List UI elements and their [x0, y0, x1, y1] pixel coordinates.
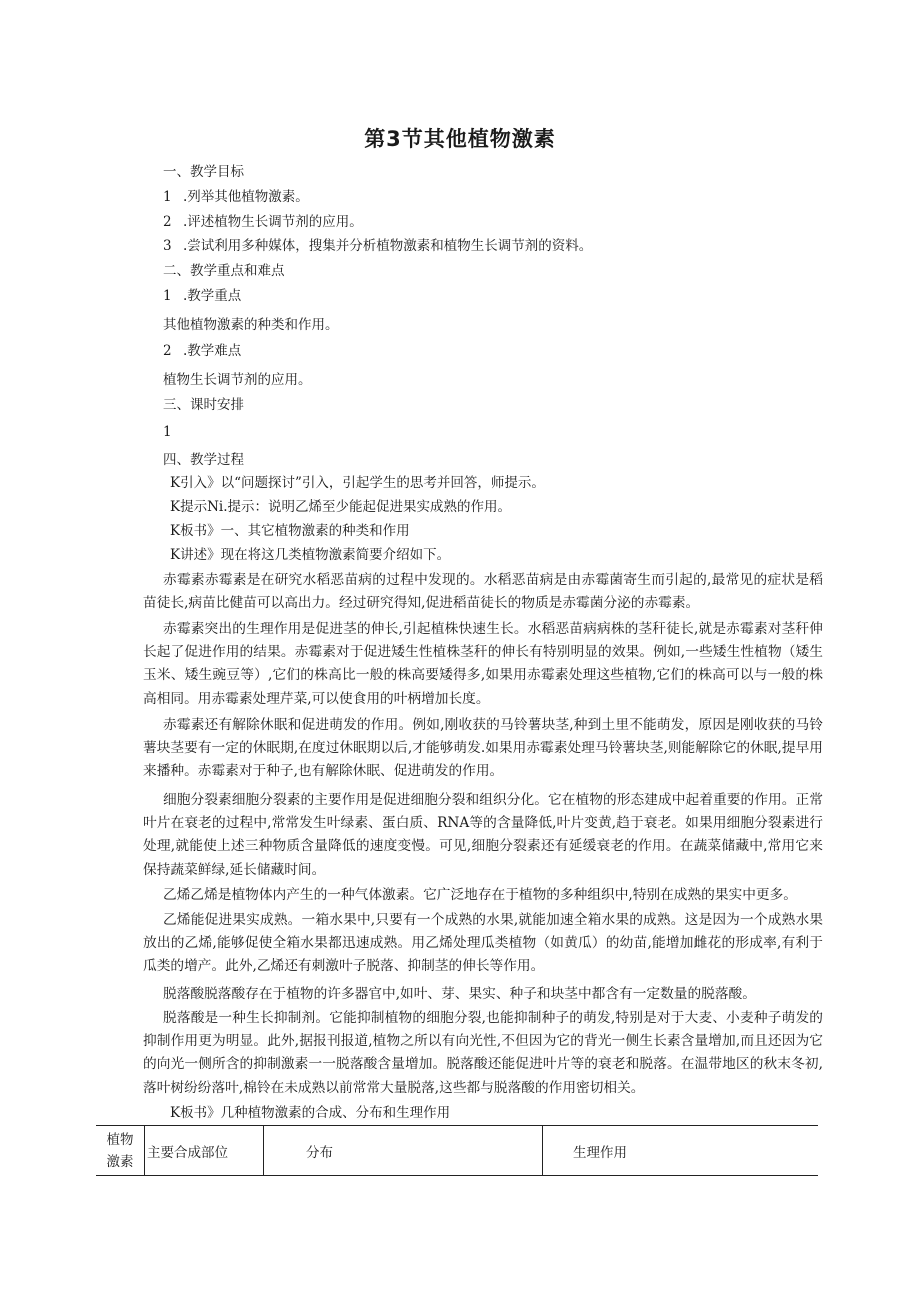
- subsection-heading: [163, 342, 241, 360]
- line-text: 植物生长调节剂的应用。: [163, 372, 312, 388]
- board-note: [170, 1104, 450, 1122]
- process-line: [170, 522, 410, 540]
- line-text: .教学重点: [183, 288, 242, 304]
- item-number: 3: [163, 238, 172, 254]
- body-line: [163, 316, 339, 334]
- line-text: .列举其他植物激素。: [183, 189, 309, 205]
- line-text: K提示Ni.提示：说明乙烯至少能起促进果实成熟的作用。: [170, 499, 512, 515]
- subsection-heading: [163, 287, 241, 305]
- item-number: 2: [163, 214, 172, 230]
- body-line: [163, 423, 172, 441]
- paragraph-ethylene-ripening: 乙烯能促进果实成熟。一箱水果中,只要有一个成熟的水果,就能加速全箱水果的成熟。这是因为一个成熟水果放出的乙烯,能够促使全箱水果都迅速成熟。用乙烯处理瓜类植物（如黄瓜）的幼苗,能增加雌花的形成率,有利于瓜类的增产。此外,乙烯还有刺激叶子脱落、抑制茎的伸长等作用。: [143, 912, 823, 975]
- section-heading: [163, 262, 285, 280]
- line-text: 1: [163, 424, 172, 440]
- document-title: 第3节其他植物激素: [364, 127, 556, 151]
- line-text: K板书》几种植物激素的合成、分布和生理作用: [170, 1105, 451, 1121]
- process-line: [170, 474, 545, 492]
- objective-item: [163, 237, 592, 255]
- item-number: 2: [163, 343, 172, 359]
- objective-item: [163, 213, 363, 231]
- line-text: .尝试利用多种媒体，搜集并分析植物激素和植物生长调节剂的资料。: [183, 238, 593, 254]
- paragraph-abscisic-acid-effects: 脱落酸是一种生长抑制剂。它能抑制植物的细胞分裂,也能抑制种子的萌发,特别是对于大麦、小麦种子萌发的抑制作用更为明显。此外,据报刊报道,植物之所以有向光性,不但因为它的背光一侧生长素含量增加,而且还因为它的向光一侧所含的抑制激素一一脱落酸含量增加。脱落酸还能促进叶片等的衰老和脱落。在温带地区的秋末冬初,落叶树纷纷落叶,棉铃在未成熟以前常常大量脱落,这些都与脱落酸的作用密切相关。: [143, 1010, 823, 1096]
- line-text: 其他植物激素的种类和作用。: [163, 317, 339, 333]
- section-heading: [163, 451, 244, 469]
- objective-item: [163, 188, 309, 206]
- paragraph-gibberellin-stem: 赤霉素突出的生理作用是促进茎的伸长,引起植株快速生长。水稻恶苗病病株的茎秆徒长,就是赤霉素对茎秆伸长起了促进作用的结果。赤霉素对于促进矮生性植株茎秆的伸长有特别明显的效果。例如,一些矮生性植物（矮生玉米、矮生豌豆等）,它们的株高比一般的株高要矮得多,如果用赤霉素处理这些植物,它们的株高可以与一般的株高相同。用赤霉素处理芹菜,可以使食用的叶柄增加长度。: [143, 621, 823, 707]
- header-function: 生理作用: [543, 1126, 819, 1176]
- paragraph-abscisic-acid: 脱落酸脱落酸存在于植物的许多器官中,如叶、芽、果实、种子和块茎中都含有一定数量的脱落酸。: [163, 986, 756, 1002]
- line-text: K板书》一、其它植物激素的种类和作用: [170, 523, 410, 539]
- item-number: 1: [163, 189, 172, 205]
- item-number: 1: [163, 288, 172, 304]
- hormone-table: [96, 1125, 818, 1176]
- header-hormone: 植物激素: [96, 1126, 145, 1176]
- line-text: 一、教学目标: [163, 164, 244, 180]
- line-text: 二、教学重点和难点: [163, 263, 285, 279]
- process-line: [170, 498, 511, 516]
- paragraph-gibberellin-dormancy: 赤霉素还有解除休眠和促进萌发的作用。例如,刚收获的马铃薯块茎,种到土里不能萌发，原因是刚收获的马铃薯块茎要有一定的休眠期,在度过休眠期以后,才能够萌发.如果用赤霉素处理马铃薯块茎,则能解除它的休眠,提早用来播种。赤霉素对于种子,也有解除休眠、促进萌发的作用。: [143, 717, 823, 780]
- line-text: .教学难点: [183, 343, 242, 359]
- paragraph-ethylene: 乙烯乙烯是植物体内产生的一种气体激素。它广泛地存在于植物的多种组织中,特别在成熟的果实中更多。: [163, 887, 797, 903]
- paragraph-cytokinin: 细胞分裂素细胞分裂素的主要作用是促进细胞分裂和组织分化。它在植物的形态建成中起着重要的作用。正常叶片在衰老的过程中,常常发生叶绿素、蛋白质、RNA等的含量降低,叶片变黄,趋于衰老。如果用细胞分裂素进行处理,就能使上述三种物质含量降低的速度变慢。可见,细胞分裂素还有延缓衰老的作用。在蔬菜储藏中,常用它来保持蔬菜鲜绿,延长储藏时间。: [143, 792, 823, 878]
- section-heading: [163, 163, 244, 181]
- process-line: [170, 546, 450, 564]
- header-distribution: 分布: [264, 1126, 543, 1176]
- line-text: 四、教学过程: [163, 452, 244, 468]
- line-text: K讲述》现在将这几类植物激素简要介绍如下。: [170, 547, 451, 563]
- section-heading: [163, 396, 244, 414]
- table-header-row: [96, 1126, 818, 1176]
- line-text: 三、课时安排: [163, 397, 244, 413]
- paragraph-gibberellin: 赤霉素赤霉素是在研究水稻恶苗病的过程中发现的。水稻恶苗病是由赤霉菌寄生而引起的,最常见的症状是稻苗徒长,病苗比健苗可以高出力。经过研究得知,促进稻苗徒长的物质是赤霉菌分泌的赤霉素。: [143, 572, 823, 612]
- body-line: [163, 371, 312, 389]
- line-text: K引入》以“问题探讨”引入，引起学生的思考并回答，师提示。: [170, 475, 545, 491]
- line-text: .评述植物生长调节剂的应用。: [183, 214, 363, 230]
- header-synthesis-site: 主要合成部位: [145, 1126, 264, 1176]
